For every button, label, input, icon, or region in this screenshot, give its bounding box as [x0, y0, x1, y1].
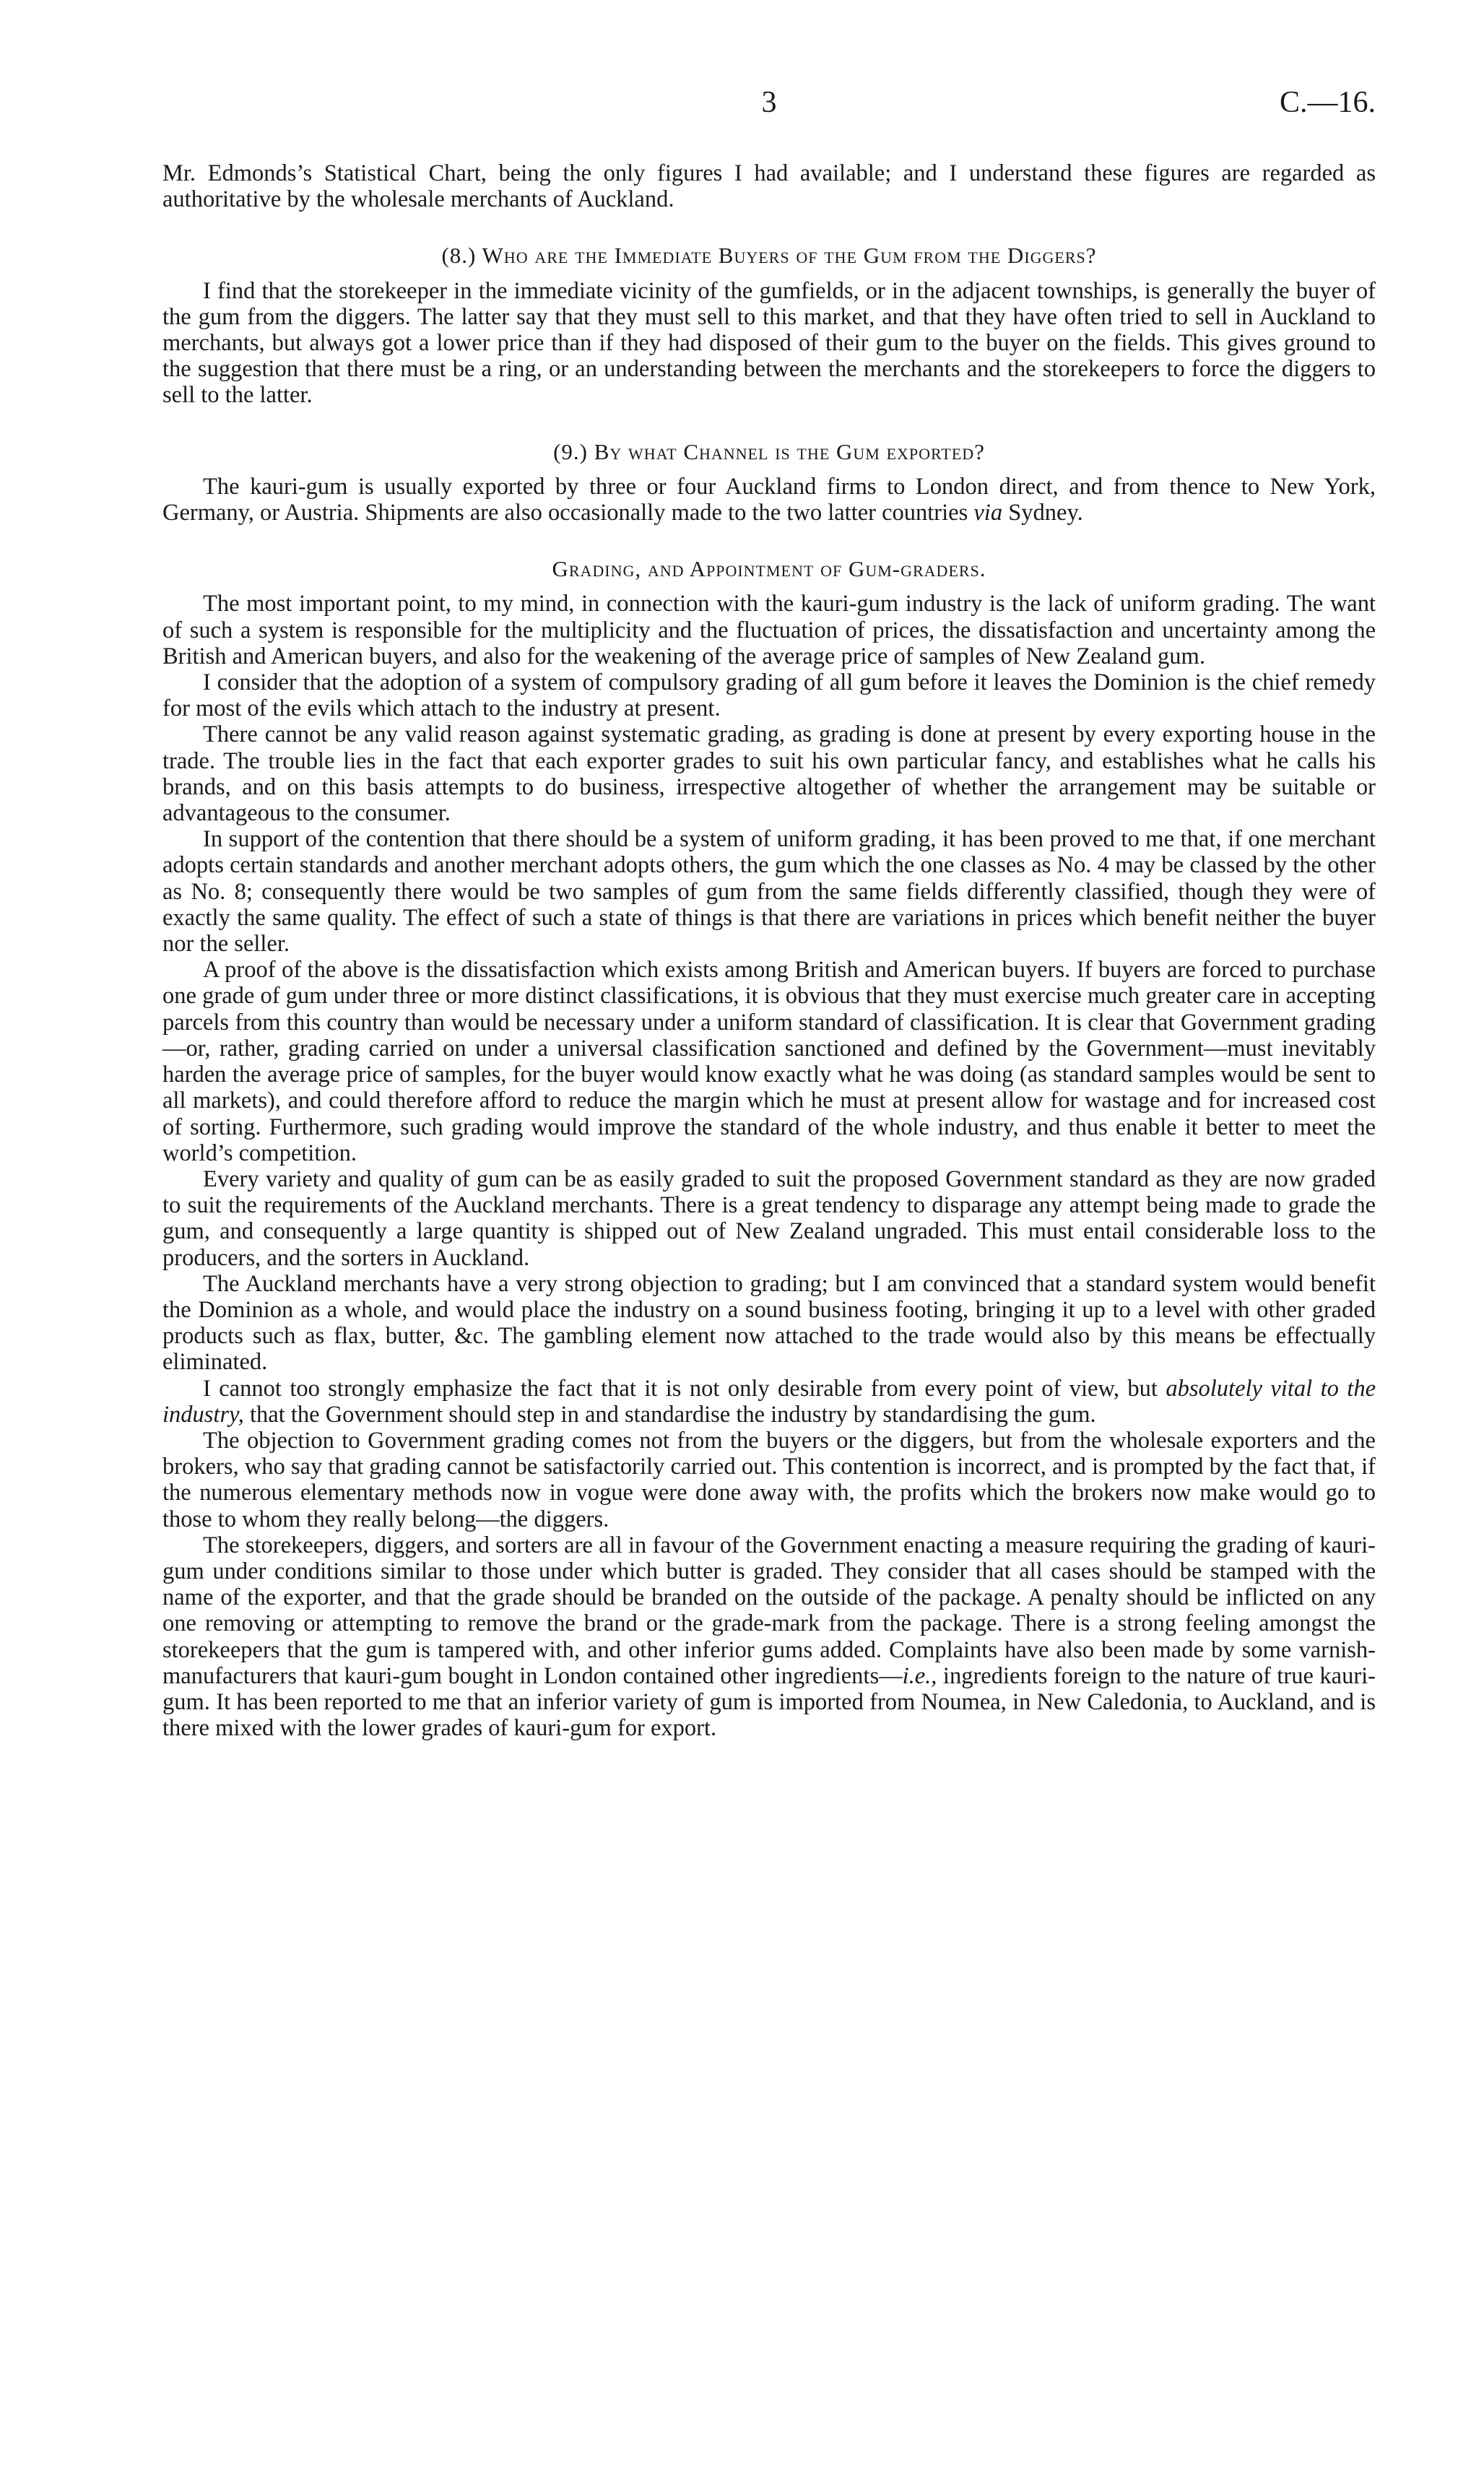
text: that the Government should step in and standardise the industry by standardising the gum.: [243, 1401, 1096, 1428]
grading-paragraph-5: A proof of the above is the dissatisfaction which exists among British and American buyers. If buyers are forced to purchase one grade of gum under three or more distinct classifications, it is obvious that they must exercise much greater care in accepting parcels from this country than would be necessary under a uniform standard of classification. It is clear that Government grading—or, rather, grading carried on under a universal classification sanctioned and defined by the Government—must inevitably harden the average price of samples, for the buyer would know exactly what he was doing (as standard samples would be sent to all markets), and could therefore afford to reduce the margin which he must at present allow for wastage and for increased cost of sorting. Furthermore, such grading would improve the standard of the whole industry, and thus enable it better to meet the world’s competition.: [162, 957, 1376, 1166]
grading-paragraph-9: The objection to Government grading comes not from the buyers or the diggers, but from the wholesale exporters and the brokers, who say that grading cannot be satisfactorily carried out. This contention is incorrect, and is prompted by the fact that, if the numerous elementary methods now in vogue were done away with, the profits which the brokers now make would go to those to whom they really belong—the diggers.: [162, 1427, 1376, 1532]
section-9-paragraph: [162, 474, 1376, 526]
section-8-heading: (8.) Who are the Immediate Buyers of the Gum from the Diggers?: [441, 243, 1097, 269]
grading-paragraph-2: I consider that the adoption of a system of compulsory grading of all gum before it leaves the Dominion is the chief remedy for most of the evils which attach to the industry at present.: [162, 669, 1376, 722]
italic-text: i.e.,: [902, 1662, 937, 1689]
text: The storekeepers, diggers, and sorters are all in favour of the Government enacting a measure requiring the grading of kauri-gum under conditions similar to those under which butter is graded. They consider that all cases should be stamped with the name of the exporter, and that the grade should be branded on the outside of the package. A penalty should be inflicted on any one removing or attempting to remove the brand or the grade-mark from the package. There is a strong feeling amongst the storekeepers that the gum is tampered with, and other inferior gums added. Complaints have also been made by some varnish-manufacturers that kauri-gum bought in London contained other ingredients—: [162, 1532, 1376, 1689]
intro-paragraph: Mr. Edmonds’s Statistical Chart, being the only figures I had available; and I understand these figures are regarded as authoritative by the wholesale merchants of Auckland.: [162, 160, 1376, 213]
document-reference: C.—16.: [1279, 86, 1376, 119]
grading-paragraph-3: There cannot be any valid reason against systematic grading, as grading is done at present by every exporting house in the trade. The trouble lies in the fact that each exporter grades to suit his own particular fancy, and establishes what he calls his brands, and on this basis attempts to do business, irrespective altogether of whether the arrangement may be suitable or advantageous to the consumer.: [162, 721, 1376, 827]
italic-text: absolutely vital to the industry,: [162, 1375, 1376, 1428]
page-number: 3: [761, 86, 777, 119]
grading-paragraph-1: The most important point, to my mind, in connection with the kauri-gum industry is the lack of uniform grading. The want of such a system is responsible for the multiplicity and the fluctuation of prices, the dissatisfaction and uncertainty among the British and American buyers, and also for the weakening of the average price of samples of New Zealand gum.: [162, 591, 1376, 669]
section-8-paragraph: I find that the storekeeper in the immediate vicinity of the gumfields, or in the adjacent townships, is generally the buyer of the gum from the diggers. The latter say that they must sell to this market, and that they have often tried to sell in Auckland to merchants, but always got a lower price than if they had disposed of their gum to the buyer on the fields. This gives ground to the suggestion that there must be a ring, or an understanding between the merchants and the storekeepers to force the diggers to sell to the latter.: [162, 277, 1376, 409]
page-header: [162, 85, 1376, 121]
text: The kauri-gum is usually exported by three or four Auckland firms to London direct, and from thence to New York, Germany, or Austria. Shipments are also occasionally made to the two latter countries: [162, 473, 1376, 526]
grading-paragraph-10: [162, 1532, 1376, 1742]
text: Sydney.: [1002, 500, 1083, 526]
grading-paragraph-6: Every variety and quality of gum can be as easily graded to suit the proposed Government standard as they are now graded to suit the requirements of the Auckland merchants. There is a great tendency to disparage any attempt being made to grade the gum, and consequently a large quantity is shipped out of New Zealand ungraded. This must entail considerable loss to the producers, and the sorters in Auckland.: [162, 1166, 1376, 1271]
text: ingredients foreign to the nature of true kauri-gum. It has been reported to me that an inferior variety of gum is imported from Noumea, in New Caledonia, to Auckland, and is there mixed with the lower grades of kauri-gum for export.: [162, 1662, 1376, 1742]
grading-heading: Grading, and Appointment of Gum-graders.: [552, 556, 986, 582]
italic-text: via: [973, 500, 1003, 526]
grading-paragraph-8: [162, 1376, 1376, 1428]
text: I cannot too strongly emphasize the fact that it is not only desirable from every point of view, but: [203, 1375, 1166, 1402]
section-9-heading: (9.) By what Channel is the Gum exported?: [553, 438, 985, 464]
document-body: [162, 160, 1376, 1741]
grading-paragraph-7: The Auckland merchants have a very strong objection to grading; but I am convinced that a standard system would benefit the Dominion as a whole, and would place the industry on a sound business footing, bringing it up to a level with other graded products such as flax, butter, &c. The gambling element now attached to the trade would also by this means be effectually eliminated.: [162, 1270, 1376, 1376]
grading-paragraph-4: In support of the contention that there should be a system of uniform grading, it has been proved to me that, if one merchant adopts certain standards and another merchant adopts others, the gum which the one classes as No. 4 may be classed by the other as No. 8; consequently there would be two samples of gum from the same fields differently classified, though they were of exactly the same quality. The effect of such a state of things is that there are variations in prices which benefit neither the buyer nor the seller.: [162, 826, 1376, 958]
